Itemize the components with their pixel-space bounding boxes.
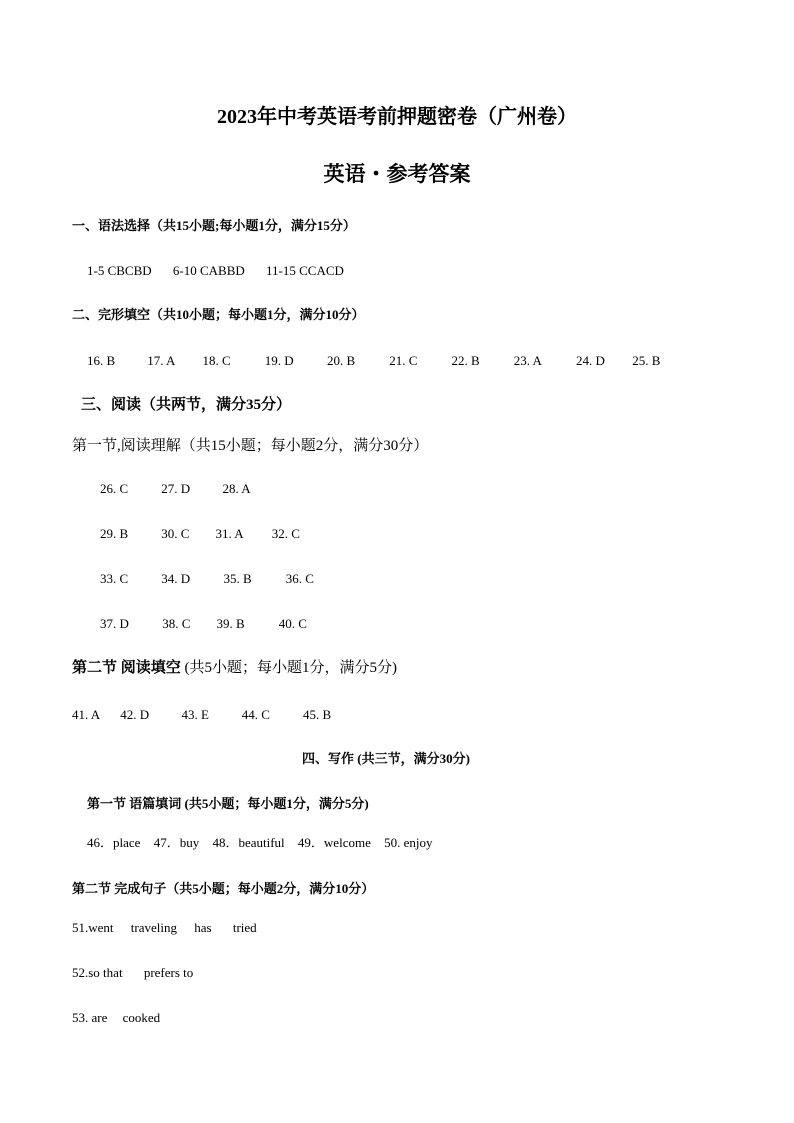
section1-answers [87, 264, 344, 277]
answer-group: 6-10 CABBD [172, 263, 245, 278]
section4-part1-answers [87, 836, 433, 849]
section3-heading: 三、阅读（共两节，满分35分） [81, 397, 292, 413]
answer-item: 49．welcome [297, 835, 371, 850]
answer-item: 33. C [100, 571, 129, 586]
sentence-answer [72, 966, 193, 979]
answer-item: 16. B [87, 353, 116, 368]
answer-word: 52.so that [72, 965, 123, 980]
section3-part2-heading [72, 661, 397, 676]
answer-item: 43. E [181, 707, 209, 722]
answer-item: 37. D [100, 616, 129, 631]
answer-item: 17. A [147, 353, 176, 368]
answer-item: 27. D [161, 481, 191, 496]
reading-row [100, 527, 300, 540]
answer-item: 44. C [241, 707, 270, 722]
answer-item: 34. D [161, 571, 191, 586]
section4-heading: 四、写作 (共三节，满分30分) [302, 751, 470, 766]
sentence-answer [72, 1011, 160, 1024]
section3-part1-heading: 第一节,阅读理解（共15小题；每小题2分，满分30分） [72, 438, 429, 454]
answer-item: 32. C [271, 526, 300, 541]
answer-word: traveling [130, 920, 177, 935]
answer-item: 41. A [72, 707, 101, 722]
answer-item: 22. B [451, 353, 480, 368]
section4-part2-heading: 第二节 完成句子（共5小题；每小题2分，满分10分） [72, 881, 375, 896]
answer-item: 28. A [222, 481, 251, 496]
answer-item: 30. C [161, 526, 190, 541]
answer-item: 29. B [100, 526, 129, 541]
answer-item: 31. A [215, 526, 244, 541]
answer-word: cooked [122, 1010, 161, 1025]
answer-item: 46．place [87, 835, 141, 850]
answer-item: 40. C [278, 616, 307, 631]
reading-row [100, 482, 251, 495]
answer-item: 25. B [632, 353, 661, 368]
answer-item: 20. B [327, 353, 356, 368]
section4-part1-heading: 第一节 语篇填词 (共5小题；每小题1分，满分5分) [87, 796, 369, 811]
answer-item: 19. D [264, 353, 294, 368]
answer-item: 47．buy [153, 835, 200, 850]
answer-word: has [194, 920, 212, 935]
answer-item: 21. C [389, 353, 418, 368]
section1-heading: 一、语法选择（共15小题;每小题1分，满分15分） [72, 218, 356, 233]
sentence-answer [72, 921, 257, 934]
answer-item: 26. C [100, 481, 129, 496]
answer-word: tried [232, 920, 257, 935]
page-title: 2023年中考英语考前押题密卷（广州卷） [217, 106, 577, 128]
answer-item: 50. enjoy [384, 835, 433, 850]
answer-item: 35. B [223, 571, 252, 586]
reading-row [100, 617, 307, 630]
page-subtitle: 英语・参考答案 [323, 162, 471, 186]
section3-part2-answers [72, 708, 331, 721]
answer-word: 51.went [72, 920, 114, 935]
section2-answers [87, 354, 660, 367]
reading-row [100, 572, 314, 585]
answer-group: 11-15 CCACD [266, 263, 344, 278]
answer-item: 24. D [576, 353, 605, 368]
answer-item: 23. A [513, 353, 542, 368]
answer-item: 38. C [162, 616, 191, 631]
section3-part2-heading-rest: (共5小题；每小题1分，满分5分) [180, 660, 398, 676]
answer-word: prefers to [143, 965, 194, 980]
section3-part2-heading-bold: 第二节 阅读填空 [72, 660, 181, 676]
answer-item: 36. C [285, 571, 314, 586]
answer-item: 45. B [303, 707, 332, 722]
answer-group: 1-5 CBCBD [87, 263, 152, 278]
answer-item: 39. B [216, 616, 245, 631]
section2-heading: 二、完形填空（共10小题；每小题1分，满分10分） [72, 307, 365, 322]
answer-item: 18. C [202, 353, 231, 368]
answer-item: 42. D [120, 707, 150, 722]
answer-item: 48．beautiful [212, 835, 285, 850]
answer-word: 53. are [72, 1010, 108, 1025]
